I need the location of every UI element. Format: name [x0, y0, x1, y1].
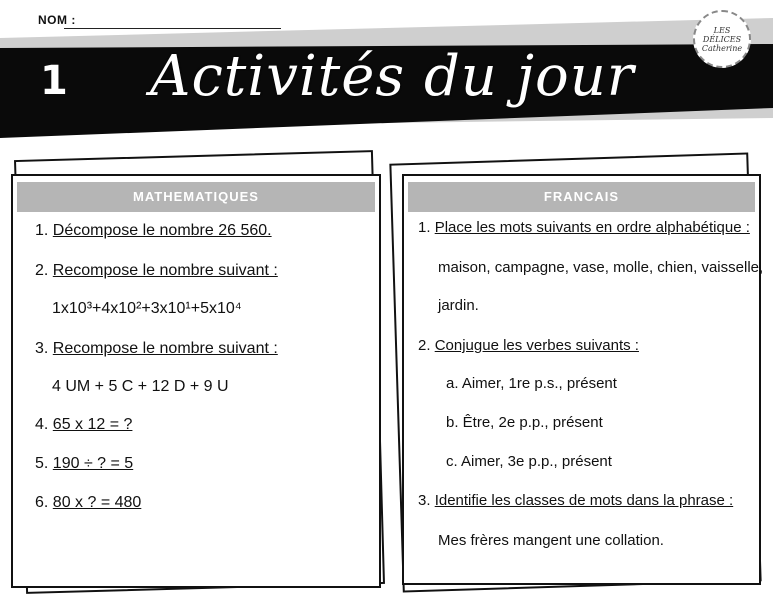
french-item-2b: b. Être, 2e p.p., présent [446, 414, 603, 431]
day-number: 1 [40, 58, 68, 104]
item-number: 6. [35, 494, 49, 511]
page-title: Activités du jour [150, 44, 635, 109]
item-number: 2. [418, 337, 431, 354]
item-text: Recompose le nombre suivant : [52, 340, 278, 357]
french-panel [388, 150, 773, 595]
french-item-3 [418, 492, 733, 509]
math-item-1 [35, 222, 272, 240]
item-number: 3. [35, 340, 49, 357]
french-item-1-words-end: jardin. [438, 297, 479, 314]
french-item-1 [418, 219, 750, 236]
math-heading: MATHEMATIQUES [17, 182, 375, 212]
math-item-5 [35, 455, 133, 473]
name-label: NOM : [38, 13, 76, 27]
math-item-2 [35, 262, 278, 280]
item-number: 1. [418, 219, 431, 236]
item-number: 3. [418, 492, 431, 509]
item-text: Recompose le nombre suivant : [52, 262, 278, 279]
item-number: 1. [35, 222, 49, 239]
item-text: 80 x ? = 480 [52, 494, 142, 511]
item-number: 4. [35, 416, 49, 433]
math-item-2-expression: 1x10³+4x10²+3x10¹+5x10⁴ [52, 300, 242, 317]
french-heading: FRANCAIS [408, 182, 755, 212]
item-text: 65 x 12 = ? [52, 416, 133, 433]
item-text: Identifie les classes de mots dans la phrase : [434, 492, 734, 509]
french-item-2 [418, 337, 639, 354]
math-item-3 [35, 340, 278, 358]
math-item-4 [35, 416, 132, 434]
math-item-3-expression: 4 UM + 5 C + 12 D + 9 U [52, 378, 229, 395]
item-number: 5. [35, 455, 49, 472]
french-item-3-sentence: Mes frères mangent une collation. [438, 532, 664, 549]
logo: LES DÉLICES Catherine [693, 10, 751, 68]
item-text: Décompose le nombre 26 560. [52, 222, 272, 239]
math-panel [0, 150, 390, 595]
item-text: 190 ÷ ? = 5 [52, 455, 134, 472]
item-number: 2. [35, 262, 49, 279]
french-item-1-words: maison, campagne, vase, molle, chien, vaisselle, [438, 259, 764, 276]
item-text: Place les mots suivants en ordre alphabétique : [434, 219, 750, 236]
item-text: Conjugue les verbes suivants : [434, 337, 639, 354]
french-item-2c: c. Aimer, 3e p.p., présent [446, 453, 612, 470]
french-item-2a: a. Aimer, 1re p.s., présent [446, 375, 617, 392]
math-item-6 [35, 494, 141, 512]
